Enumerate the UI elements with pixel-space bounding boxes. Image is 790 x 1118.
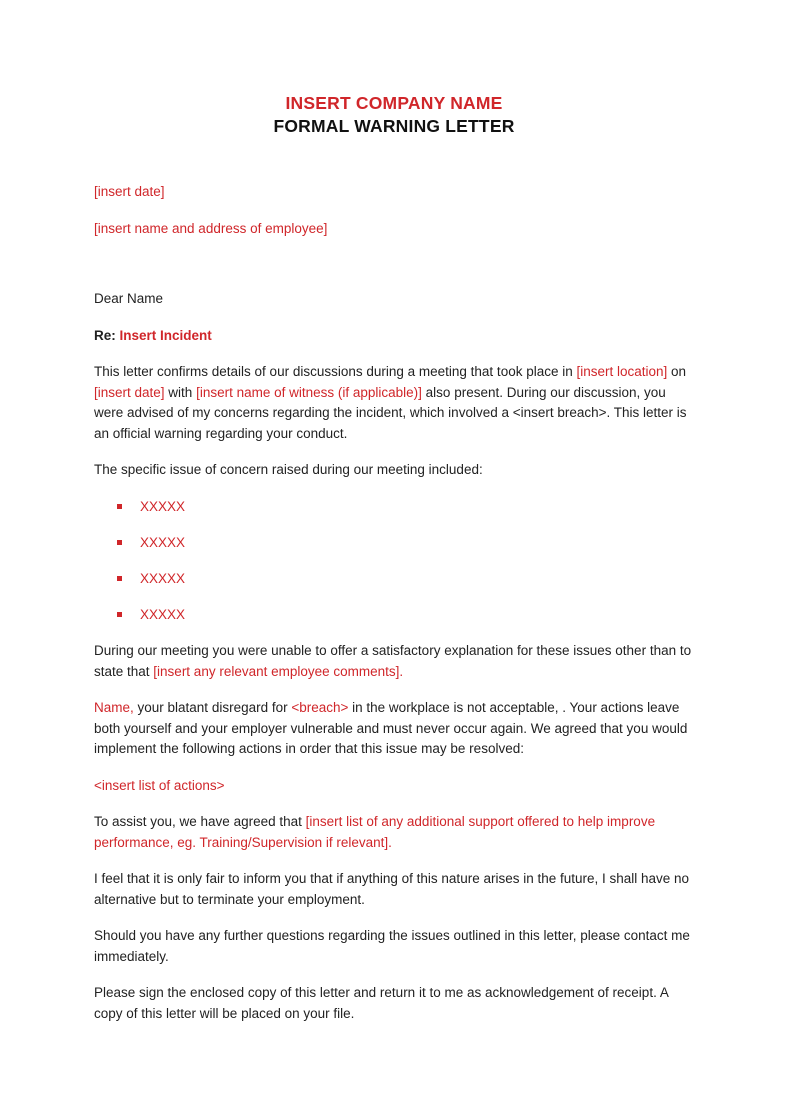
text-run: on <box>667 364 687 379</box>
sign-return-paragraph: Please sign the enclosed copy of this letter and return it to me as acknowledgement of receipt. A copy of this letter will be placed on your file. <box>94 985 669 1021</box>
placeholder-text-run: [insert date] <box>94 384 165 400</box>
subject-value: Insert Incident <box>119 327 212 343</box>
text-run: in the workplace is not acceptable, . Your actions leave both yourself and your employer vulnerable and must never occur again. We agreed that you would implement the following actions in order that this issue may be resolved: <box>94 700 688 756</box>
support-paragraph <box>94 812 694 853</box>
placeholder-text-run: [insert name of witness (if applicable)] <box>196 384 422 400</box>
square-bullet-icon <box>117 540 122 545</box>
letter-header <box>94 92 694 138</box>
square-bullet-icon <box>117 504 122 509</box>
bullet-item <box>94 497 694 518</box>
intro-paragraph <box>94 362 694 444</box>
issue-bullet-list <box>94 497 694 626</box>
text-run: your blatant disregard for <box>133 700 292 715</box>
placeholder-text-run: [insert any relevant employee comments]. <box>153 663 404 679</box>
subject-label: Re: <box>94 327 120 343</box>
placeholder-text-run: <breach> <box>291 700 349 715</box>
text-run: During our meeting you were unable to offer a satisfactory explanation for these issues other than to state that <box>94 643 692 679</box>
placeholder-text-run: Name, <box>94 700 134 715</box>
bullet-item <box>94 569 694 590</box>
bullet-text: XXXXX <box>140 570 186 586</box>
company-name-title: INSERT COMPANY NAME <box>285 93 503 113</box>
text-run: also present. During our discussion, you were advised of my concerns regarding the incident, which involved a <insert breach>. This letter is an official warning regarding your conduct. <box>94 384 687 441</box>
recipient-placeholder: [insert name and address of employee] <box>94 220 328 236</box>
text-run: with <box>164 384 197 400</box>
conduct-paragraph <box>94 698 694 760</box>
square-bullet-icon <box>117 576 122 581</box>
questions-paragraph: Should you have any further questions regarding the issues outlined in this letter, please contact me immediately. <box>94 928 690 964</box>
bullet-text: XXXXX <box>140 606 186 622</box>
subject-line <box>94 326 694 347</box>
salutation: Dear Name <box>94 291 164 306</box>
text-run: This letter confirms details of our discussions during a meeting that took place in <box>94 364 577 379</box>
termination-warning-paragraph: I feel that it is only fair to inform you that if anything of this nature arises in the future, I shall have no alternative but to terminate your employment. <box>94 871 690 907</box>
square-bullet-icon <box>117 612 122 617</box>
date-placeholder: [insert date] <box>94 184 165 199</box>
issues-lead-paragraph: The specific issue of concern raised during our meeting included: <box>94 462 483 477</box>
bullet-item <box>94 533 694 554</box>
bullet-item <box>94 605 694 626</box>
placeholder-text-run: [insert location] <box>576 364 668 379</box>
bullet-text: XXXXX <box>140 498 186 514</box>
bullet-text: XXXXX <box>140 534 186 550</box>
document-title: FORMAL WARNING LETTER <box>273 116 515 136</box>
explanation-paragraph <box>94 641 694 682</box>
actions-placeholder-paragraph: <insert list of actions> <box>94 777 225 793</box>
text-run: To assist you, we have agreed that <box>94 814 306 829</box>
placeholder-text-run: [insert list of any additional support offered to help improve performance, eg. Training/Supervision if relevant]. <box>94 814 656 850</box>
